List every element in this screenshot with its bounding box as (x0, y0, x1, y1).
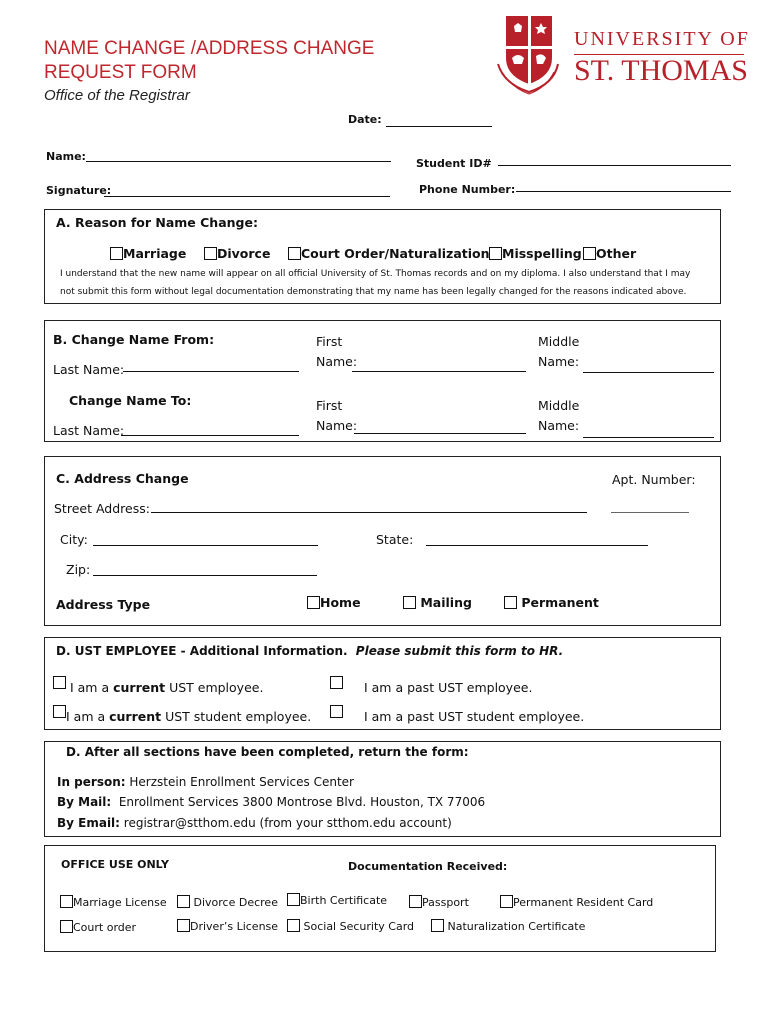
to-middle-label: Middle (538, 398, 580, 413)
phone-label: Phone Number: (419, 183, 516, 196)
by-mail-value: Enrollment Services 3800 Montrose Blvd. Houston, TX 77006 (111, 795, 486, 809)
documentation-received-label: Documentation Received: (348, 860, 508, 873)
address-type-label: Address Type (56, 597, 151, 612)
option-text: I am a (69, 680, 114, 695)
employee-option-current[interactable] (53, 676, 263, 695)
checkbox-icon[interactable] (409, 895, 422, 908)
checkbox-icon[interactable] (504, 596, 517, 609)
section-a-heading: A. Reason for Name Change: (56, 215, 258, 230)
option-text: I am a (66, 709, 110, 724)
apt-number-field[interactable] (611, 512, 689, 513)
to-last-name-label: Last Name: (53, 423, 125, 438)
from-first-name-label: Name: (316, 354, 358, 369)
checkbox-icon[interactable] (110, 247, 123, 260)
from-first-name-field[interactable] (352, 371, 526, 372)
address-type-home[interactable] (307, 595, 361, 610)
name-field[interactable] (86, 161, 391, 162)
checkbox-icon[interactable] (177, 895, 190, 908)
reason-option-misspelling[interactable] (489, 246, 582, 261)
checkbox-icon[interactable] (53, 705, 66, 718)
doc-label: Divorce Decree (193, 896, 278, 909)
reason-option-divorce[interactable] (204, 246, 270, 261)
doc-label: Naturalization Certificate (447, 920, 586, 933)
option-label: Permanent (521, 595, 599, 610)
option-text: UST employee. (165, 680, 264, 695)
from-middle-label: Middle (538, 334, 580, 349)
checkbox-icon[interactable] (403, 596, 416, 609)
checkbox-icon[interactable] (60, 920, 73, 933)
from-first-label: First (316, 334, 343, 349)
employee-option-past[interactable] (330, 676, 532, 695)
date-label: Date: (348, 113, 382, 126)
state-label: State: (376, 532, 414, 547)
apt-number-label: Apt. Number: (612, 472, 696, 487)
option-label: Misspelling (502, 246, 582, 261)
from-middle-name-field[interactable] (583, 372, 714, 373)
option-label: Court Order/Naturalization (301, 246, 490, 261)
reason-option-marriage[interactable] (110, 246, 186, 261)
form-subtitle: Office of the Registrar (44, 87, 190, 104)
checkbox-icon[interactable] (330, 705, 343, 718)
section-d-employee-heading (56, 644, 563, 658)
from-middle-name-label: Name: (538, 354, 580, 369)
option-text: I am a past UST employee. (363, 680, 533, 695)
name-label: Name: (46, 150, 86, 163)
option-bold-text: current (113, 680, 166, 695)
checkbox-icon[interactable] (288, 247, 301, 260)
state-field[interactable] (426, 545, 648, 546)
street-address-label: Street Address: (54, 501, 150, 516)
doc-court-order[interactable] (60, 920, 136, 934)
section-c-heading: C. Address Change (56, 471, 189, 486)
checkbox-icon[interactable] (177, 919, 190, 932)
logo-line2: ST. THOMAS (574, 54, 748, 87)
from-last-name-label: Last Name: (53, 362, 125, 377)
to-first-name-field[interactable] (354, 433, 526, 434)
to-last-name-field[interactable] (121, 435, 299, 436)
checkbox-icon[interactable] (307, 596, 320, 609)
checkbox-icon[interactable] (60, 895, 73, 908)
doc-permanent-resident-card[interactable] (500, 895, 653, 909)
student-employee-option-past[interactable] (330, 705, 584, 724)
option-label: Marriage (123, 246, 187, 261)
city-label: City: (60, 532, 88, 547)
checkbox-icon[interactable] (53, 676, 66, 689)
phone-field[interactable] (516, 191, 731, 192)
reason-option-court-order[interactable] (288, 246, 490, 261)
employee-heading-text: D. UST EMPLOYEE - Additional Information. (56, 644, 348, 658)
crest-icon (494, 14, 560, 98)
option-label: Mailing (420, 595, 472, 610)
signature-field[interactable] (104, 196, 390, 197)
address-type-permanent[interactable] (504, 595, 599, 610)
doc-passport[interactable] (409, 895, 469, 909)
option-label: Divorce (217, 246, 271, 261)
to-first-label: First (316, 398, 343, 413)
section-d-return-heading: D. After all sections have been completed, return the form: (66, 745, 469, 759)
in-person-label: In person: (57, 775, 126, 789)
option-bold-text: current (109, 709, 162, 724)
to-first-name-label: Name: (316, 418, 358, 433)
doc-divorce-decree[interactable] (177, 895, 278, 909)
in-person-value: Herzstein Enrollment Services Center (125, 775, 354, 789)
section-b-heading-from: B. Change Name From: (53, 332, 215, 347)
checkbox-icon[interactable] (500, 895, 513, 908)
street-address-field[interactable] (151, 512, 587, 513)
checkbox-icon[interactable] (287, 893, 300, 906)
doc-marriage-license[interactable] (60, 895, 167, 909)
university-logo (494, 14, 750, 100)
date-field[interactable] (386, 126, 492, 127)
checkbox-icon[interactable] (583, 247, 596, 260)
checkbox-icon[interactable] (330, 676, 343, 689)
doc-naturalization-certificate[interactable] (431, 919, 585, 933)
office-use-heading: OFFICE USE ONLY (61, 858, 169, 871)
disclaimer-line2: not submit this form without legal documentation demonstrating that my name has been legally changed for the reasons indicated above. (60, 287, 687, 297)
zip-label: Zip: (66, 562, 91, 577)
return-in-person (57, 775, 354, 789)
student-id-label: Student ID# (416, 157, 492, 170)
checkbox-icon[interactable] (489, 247, 502, 260)
disclaimer-line1: I understand that the new name will appear on all official University of St. Thomas records and on my diploma. I also understand that I may (60, 269, 691, 279)
to-middle-name-label: Name: (538, 418, 580, 433)
form-title (44, 37, 374, 85)
form-title-line2: REQUEST FORM (44, 62, 197, 83)
doc-label: Birth Certificate (300, 894, 388, 907)
form-title-line1: NAME CHANGE /ADDRESS CHANGE (44, 38, 375, 59)
doc-label: Court order (73, 921, 137, 934)
reason-option-other[interactable] (583, 246, 636, 261)
employee-heading-hr-note: Please submit this form to HR. (355, 644, 564, 658)
address-type-mailing[interactable] (403, 595, 472, 610)
doc-label: Passport (422, 896, 469, 909)
doc-label: Driver’s License (190, 920, 279, 933)
checkbox-icon[interactable] (287, 919, 300, 932)
option-text: UST student employee. (161, 709, 312, 724)
logo-line1: UNIVERSITY OF (574, 28, 750, 50)
option-label: Home (320, 595, 361, 610)
zip-field[interactable] (93, 575, 317, 576)
city-field[interactable] (93, 545, 318, 546)
doc-social-security-card[interactable] (287, 919, 414, 933)
doc-drivers-license[interactable] (177, 919, 278, 933)
option-text: I am a past UST student employee. (363, 709, 585, 724)
checkbox-icon[interactable] (204, 247, 217, 260)
option-label: Other (596, 246, 637, 261)
return-by-email (57, 816, 452, 830)
by-email-label: By Email: (57, 816, 120, 830)
by-mail-label: By Mail: (57, 795, 112, 809)
student-employee-option-current[interactable] (53, 705, 311, 724)
signature-label: Signature: (46, 184, 112, 197)
checkbox-icon[interactable] (431, 919, 444, 932)
to-middle-name-field[interactable] (583, 437, 714, 438)
doc-label: Permanent Resident Card (513, 896, 654, 909)
return-by-mail (57, 795, 485, 809)
section-b-heading-to: Change Name To: (69, 393, 192, 408)
by-email-value: registrar@stthom.edu (from your stthom.edu account) (119, 816, 452, 830)
doc-label: Social Security Card (303, 920, 415, 933)
doc-birth-certificate[interactable] (287, 893, 387, 907)
student-id-field[interactable] (498, 165, 731, 166)
from-last-name-field[interactable] (123, 371, 299, 372)
doc-label: Marriage License (73, 896, 167, 909)
